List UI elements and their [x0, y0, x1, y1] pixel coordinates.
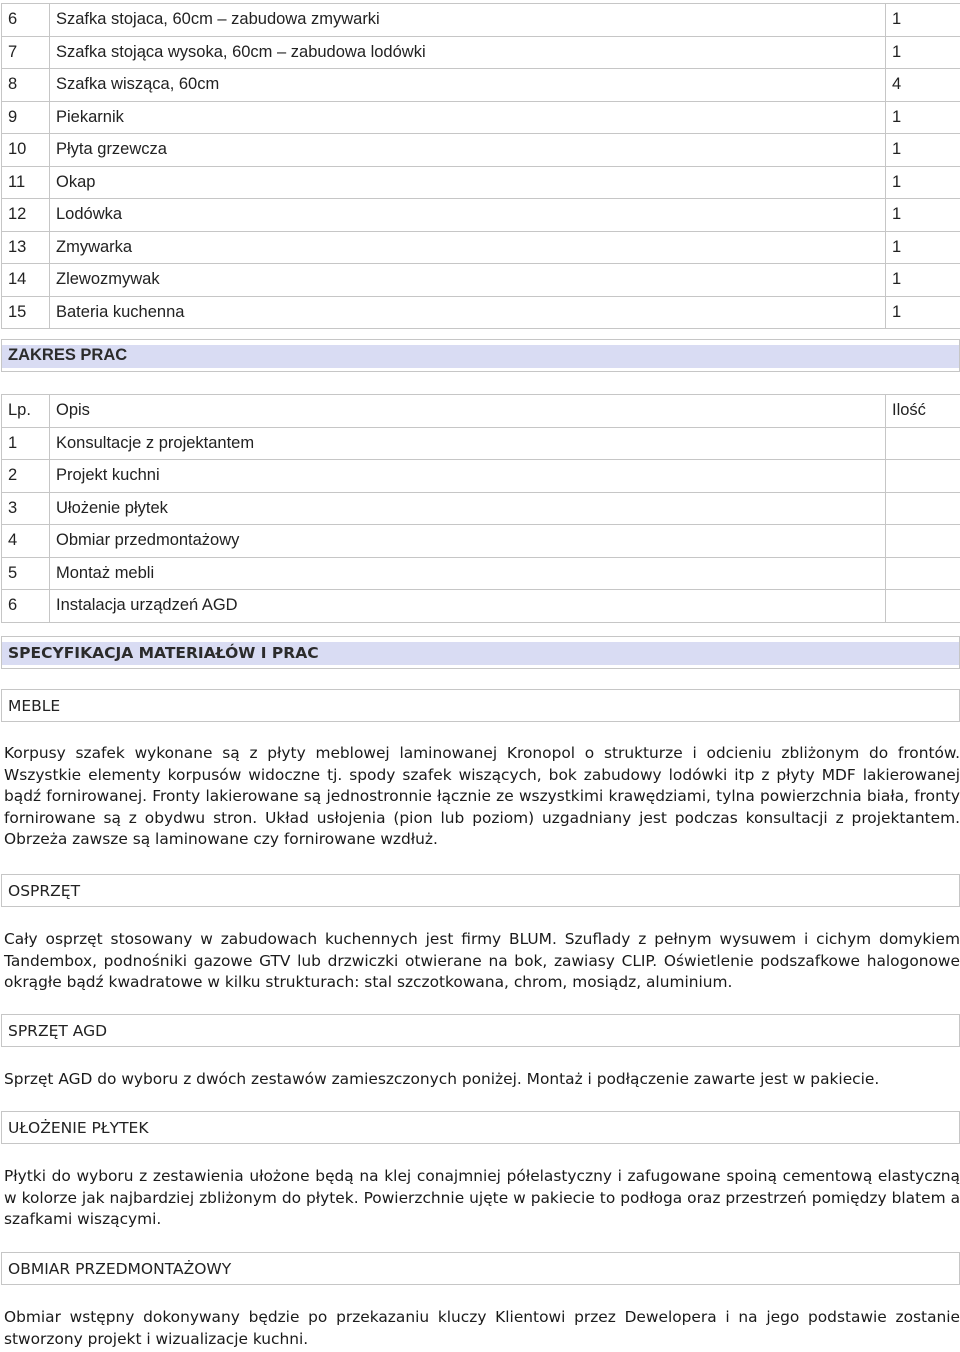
table-row [2, 69, 960, 102]
row-description: Zlewozmywak [50, 264, 886, 297]
section-title-sprzet-agd [1, 1014, 960, 1047]
section-title-ulozenie-plytek [1, 1111, 960, 1144]
row-quantity [886, 427, 960, 460]
column-header-lp: Lp. [2, 395, 50, 428]
row-description: Okap [50, 166, 886, 199]
specyfikacja-heading [1, 636, 960, 669]
section-title-text: OSPRZĘT [8, 881, 81, 900]
row-number: 2 [2, 460, 50, 493]
section-title-text: UŁOŻENIE PŁYTEK [8, 1118, 149, 1137]
table-row [2, 4, 960, 37]
row-quantity: 4 [886, 69, 960, 102]
row-number: 4 [2, 525, 50, 558]
section-text-obmiar: Obmiar wstępny dokonywany będzie po przekazaniu kluczy Klientowi przez Dewelopera i na jego podstawie zostanie stworzony projekt i wizualizacje kuchni. [4, 1308, 960, 1348]
row-quantity [886, 460, 960, 493]
row-quantity [886, 492, 960, 525]
row-quantity [886, 525, 960, 558]
table-row [2, 427, 960, 460]
row-description: Obmiar przedmontażowy [50, 525, 886, 558]
section-text-meble: Korpusy szafek wykonane są z płyty meblowej laminowanej Kronopol o strukturze i odcieniu zbliżonym do frontów. Wszystkie elementy korpusów widoczne tj. spody szafek wiszących, bok zabudowy lodówki itp z płyty MDF lakierowanej bądź fornirowanej. Fronty lakierowane są jednostronnie łącznie ze wszystkimi krawędziami, tylna powierzchnia biała, fronty fornirowane są z obydwu stron. Układ usłojenia (pion lub poziom) uzgadniany jest podczas konsultacji z projektantem. Obrzeża zawsze są laminowane czy fornirowane wzdłuż. [4, 744, 960, 849]
row-quantity: 1 [886, 296, 960, 329]
zakres-prac-heading-text: ZAKRES PRAC [8, 346, 128, 364]
table-row [2, 231, 960, 264]
row-quantity [886, 557, 960, 590]
table-row [2, 296, 960, 329]
row-number: 11 [2, 166, 50, 199]
row-number: 9 [2, 101, 50, 134]
row-description: Bateria kuchenna [50, 296, 886, 329]
section-text-sprzet-agd: Sprzęt AGD do wyboru z dwóch zestawów zamieszczonych poniżej. Montaż i podłączenie zawarte jest w pakiecie. [4, 1070, 880, 1088]
table-row [2, 36, 960, 69]
row-number: 7 [2, 36, 50, 69]
row-description: Piekarnik [50, 101, 886, 134]
row-number: 6 [2, 4, 50, 37]
table-row [2, 460, 960, 493]
row-quantity: 1 [886, 101, 960, 134]
table-header-row [2, 395, 960, 428]
row-description: Zmywarka [50, 231, 886, 264]
table-row [2, 166, 960, 199]
row-description: Szafka stojaca, 60cm – zabudowa zmywarki [50, 4, 886, 37]
row-quantity: 1 [886, 4, 960, 37]
row-number: 14 [2, 264, 50, 297]
specyfikacja-heading-text: SPECYFIKACJA MATERIAŁÓW I PRAC [8, 643, 319, 662]
row-number: 13 [2, 231, 50, 264]
items-table [1, 3, 960, 329]
row-description: Szafka wisząca, 60cm [50, 69, 886, 102]
table-row [2, 264, 960, 297]
row-description: Montaż mebli [50, 557, 886, 590]
row-number: 10 [2, 134, 50, 167]
row-number: 6 [2, 590, 50, 623]
section-title-text: OBMIAR PRZEDMONTAŻOWY [8, 1259, 232, 1278]
row-quantity: 1 [886, 36, 960, 69]
row-description: Projekt kuchni [50, 460, 886, 493]
zakres-prac-heading [1, 339, 960, 372]
row-quantity: 1 [886, 166, 960, 199]
row-quantity [886, 590, 960, 623]
row-number: 12 [2, 199, 50, 232]
table-row [2, 557, 960, 590]
table-row [2, 590, 960, 623]
row-description: Ułożenie płytek [50, 492, 886, 525]
section-text-osprzet: Cały osprzęt stosowany w zabudowach kuchennych jest firmy BLUM. Szuflady z pełnym wysuwem i cichym domykiem Tandembox, podnośniki gazowe GTV lub drzwiczki otwierane na bok, zawiasy CLIP. Oświetlenie podszafkowe halogonowe okrągłe bądź kwadratowe w kilku strukturach: stal szczotkowana, chrom, mosiądz, aluminium. [4, 930, 960, 992]
works-table [1, 394, 960, 623]
row-quantity: 1 [886, 231, 960, 264]
row-quantity: 1 [886, 199, 960, 232]
section-title-obmiar [1, 1252, 960, 1285]
row-number: 1 [2, 427, 50, 460]
section-title-meble [1, 689, 960, 722]
column-header-ilosc: Ilość [886, 395, 960, 428]
section-title-text: SPRZĘT AGD [8, 1021, 108, 1040]
table-row [2, 199, 960, 232]
row-description: Lodówka [50, 199, 886, 232]
table-row [2, 525, 960, 558]
row-description: Instalacja urządzeń AGD [50, 590, 886, 623]
row-number: 15 [2, 296, 50, 329]
row-number: 5 [2, 557, 50, 590]
row-description: Konsultacje z projektantem [50, 427, 886, 460]
row-description: Płyta grzewcza [50, 134, 886, 167]
section-text-ulozenie-plytek: Płytki do wyboru z zestawienia ułożone będą na klej conajmniej półelastyczny i zafugowane spoiną cementową elastyczną w kolorze jak najbardziej zbliżonym do płytek. Powierzchnie ujęte w pakiecie to podłoga oraz przestrzeń pomiędzy blatem a szafkami wiszącymi. [4, 1167, 960, 1229]
section-title-text: MEBLE [8, 696, 61, 715]
row-number: 8 [2, 69, 50, 102]
table-row [2, 101, 960, 134]
row-number: 3 [2, 492, 50, 525]
row-description: Szafka stojąca wysoka, 60cm – zabudowa lodówki [50, 36, 886, 69]
section-title-osprzet [1, 874, 960, 907]
column-header-opis: Opis [50, 395, 886, 428]
row-quantity: 1 [886, 264, 960, 297]
table-row [2, 134, 960, 167]
table-row [2, 492, 960, 525]
row-quantity: 1 [886, 134, 960, 167]
